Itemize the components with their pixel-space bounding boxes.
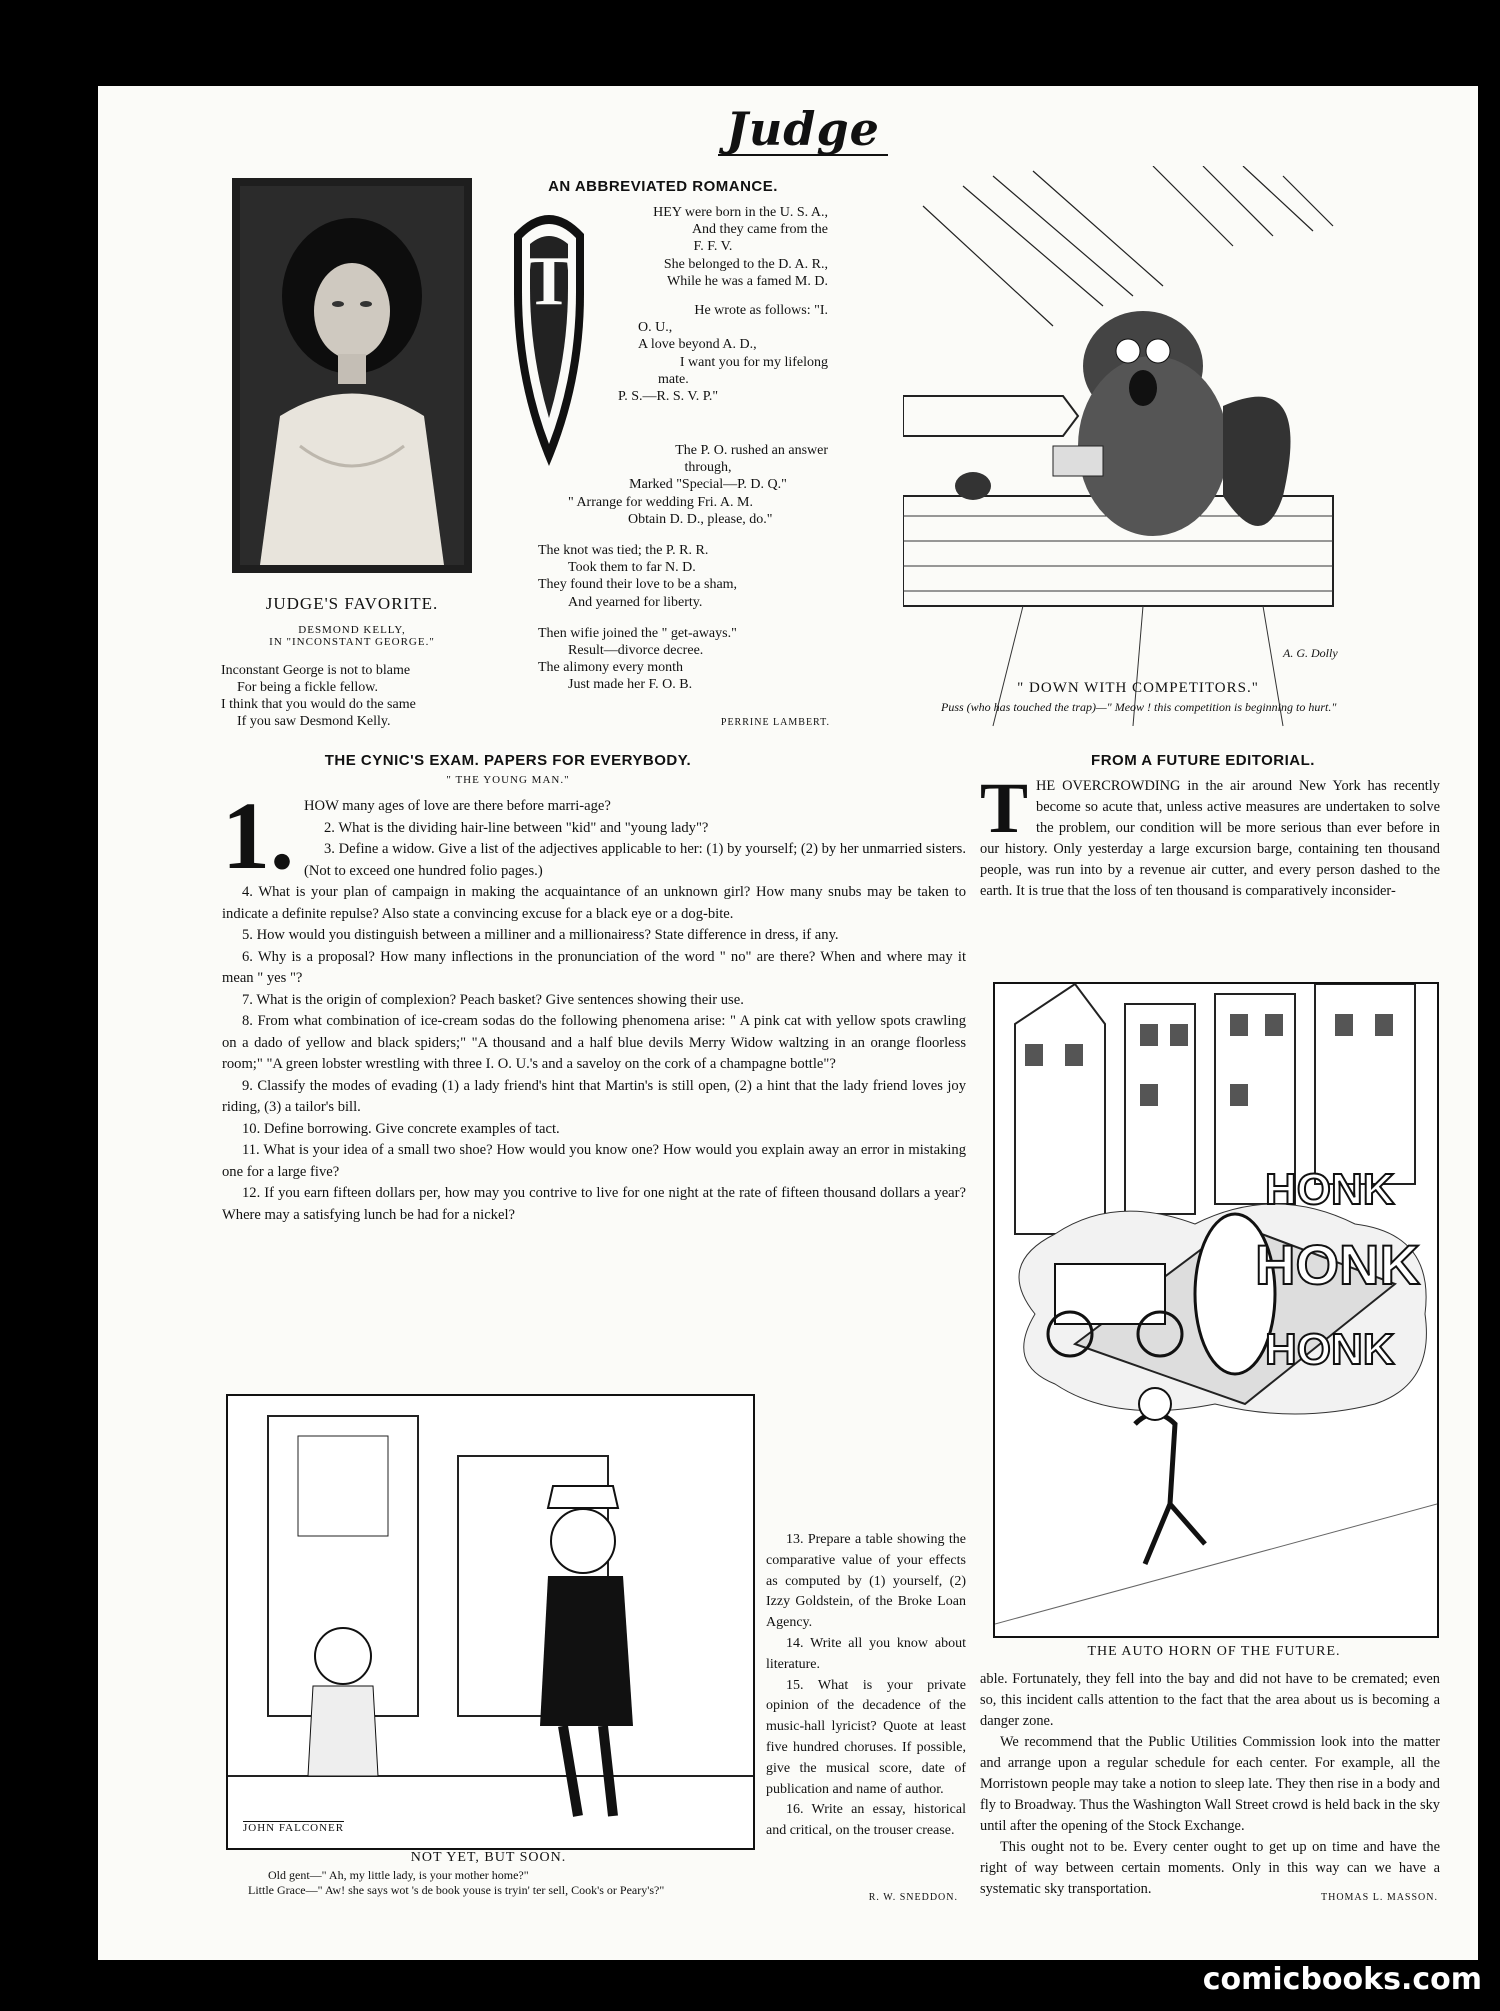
exam-question: 12. If you earn fifteen dollars per, how may you contrive to live for one night at the rate of fifteen thousand dollars a year? Where may a satisfying lunch be had for a nickel? bbox=[222, 1185, 966, 1223]
exam-question: 16. Write an essay, historical and critical, on the trouser crease. bbox=[766, 1802, 966, 1839]
romance-heading: AN ABBREVIATED ROMANCE. bbox=[548, 178, 778, 195]
exam-question: 5. How would you distinguish between a milliner and a millionairess? State difference in dress, if any. bbox=[242, 927, 839, 943]
romance-line: The P. O. rushed an answer bbox=[675, 443, 828, 458]
romance-line: He wrote as follows: "I. bbox=[694, 303, 828, 319]
favorite-verse-line: For being a fickle fellow. bbox=[237, 680, 378, 695]
romance-line: F. F. V. bbox=[693, 239, 733, 255]
romance-line: I want you for my lifelong bbox=[679, 354, 828, 370]
ornamental-initial bbox=[510, 204, 588, 472]
editorial-paragraph: This ought not to be. Every center ought to get up on time and have the right of way between certain moments. Only in this way can we have a systematic sky transportation. bbox=[980, 1839, 1440, 1897]
kid-cartoon-line: Little Grace—" Aw! she says wot 's de book youse is tryin' ter sell, Cook's or Peary's?" bbox=[248, 1883, 665, 1897]
editorial-heading: FROM A FUTURE EDITORIAL. bbox=[1091, 752, 1315, 769]
romance-line: And they came from the bbox=[691, 222, 828, 238]
favorite-verse-line: Inconstant George is not to blame bbox=[221, 663, 411, 678]
romance-line: O. U., bbox=[638, 320, 673, 336]
romance-verse-2 bbox=[538, 442, 828, 694]
exam-question: 4. What is your plan of campaign in making the acquaintance of an unknown girl? How many snubs may be taken to indicate a definite repulse? Also state a convincing excuse for a black eye or a dog-bite. bbox=[222, 884, 966, 922]
masthead-rule bbox=[718, 154, 888, 156]
exam-question: 11. What is your idea of a small two shoe? How would you know one? How would you explain away an error in mistaking one for a large five? bbox=[222, 1142, 966, 1180]
editorial-body-2 bbox=[980, 1669, 1440, 1900]
romance-line: P. S.—R. S. V. P." bbox=[618, 389, 719, 405]
honk-text: HONK bbox=[1265, 1325, 1395, 1374]
exam-question: 3. Define a widow. Give a list of the adjectives applicable to her: (1) by yourself; (2) by her unmarried sisters. (Not to exceed one hundred folio pages.) bbox=[304, 841, 966, 879]
magazine-page bbox=[98, 86, 1478, 1960]
romance-line: A love beyond A. D., bbox=[638, 337, 757, 353]
favorite-name: DESMOND KELLY, bbox=[298, 624, 406, 636]
romance-line: The knot was tied; the P. R. R. bbox=[538, 543, 709, 559]
exam-big-number: 1. bbox=[222, 782, 294, 889]
exam-question: 15. What is your private opinion of the decadence of the music-hall lyricist? Quote at least five hundred choruses. If possible, give the musical score, date of publication and name of author. bbox=[766, 1677, 966, 1797]
romance-verse bbox=[598, 204, 828, 405]
watermark: comicbooks.com bbox=[1202, 1962, 1482, 1997]
romance-line: Marked "Special—P. D. Q." bbox=[629, 477, 787, 493]
romance-line: Result—divorce decree. bbox=[568, 643, 704, 659]
exam-subheading: " THE YOUNG MAN." bbox=[446, 774, 570, 786]
kid-cartoon-signature: JOHN FALCONER bbox=[243, 1822, 345, 1834]
cat-cartoon-dialogue: Puss (who has touched the trap)—" Meow ! this competition is beginning to hurt." bbox=[941, 700, 1337, 714]
romance-line: mate. bbox=[658, 371, 689, 387]
editorial-paragraph: HE OVERCROWDING in the air around New York has recently become so acute that, unless active measures are undertaken to solve the problem, our condition will be more serious than ever before in our history. Only yesterday a large excursion barge, containing ten thousand people, was run into by a revenue air cutter, and every person dashed to the earth. It is true that the loss of ten thousand is comparatively inconsider- bbox=[980, 778, 1440, 899]
exam-question: 13. Prepare a table showing the comparative value of your effects as computed by (1) yourself, (2) Izzy Goldstein, of the Broke Loan Agency. bbox=[766, 1532, 966, 1631]
exam-question: 2. What is the dividing hair-line between "kid" and "young lady"? bbox=[324, 819, 709, 836]
exam-question: 10. Define borrowing. Give concrete examples of tact. bbox=[242, 1120, 560, 1137]
masthead: Judge bbox=[726, 102, 880, 156]
editorial-paragraph: We recommend that the Public Utilities Commission look into the matter and arrange upon a regular schedule for each center. For example, all the Morristown people may take a notion to sleep late. They then rise in a body and fly to Broadway. Thus the Washington Wall Street crowd is held back in the sky until after the opening of the Stock Exchange. bbox=[980, 1734, 1440, 1834]
exam-question: 6. Why is a proposal? How many inflections in the pronunciation of the word " no" are there? When and where may it mean " yes "? bbox=[222, 948, 966, 986]
kid-cartoon bbox=[226, 1394, 755, 1850]
exam-questions bbox=[222, 782, 966, 1226]
exam-question: 8. From what combination of ice-cream sodas do the following phenomena arise: " A pink cat with yellow spots crawling on a dado of yellow and black spiders;" "A thousand and a half blue devils Merry Widow waltzing in an orange floorless room;" "A green lobster wrestling with three I. O. U.'s and a saveloy on the cork of a champagne bottle"? bbox=[222, 1013, 966, 1072]
favorite-verse bbox=[221, 662, 501, 730]
honk-text: HONK bbox=[1265, 1165, 1395, 1214]
ornamental-initial-letter: T bbox=[525, 243, 573, 320]
favorite-verse-line: If you saw Desmond Kelly. bbox=[237, 714, 391, 729]
exam-question: HOW many ages of love are there before marri-age? bbox=[304, 798, 611, 814]
editorial-paragraph: able. Fortunately, they fell into the bay and did not have to be cremated; even so, this incident calls attention to the fact that the area about us is becoming a danger zone. bbox=[980, 1671, 1440, 1729]
cat-cartoon-signature: A. G. Dolly bbox=[1283, 646, 1338, 660]
kid-cartoon-dialogue bbox=[248, 1868, 738, 1898]
romance-author: PERRINE LAMBERT. bbox=[720, 717, 830, 728]
romance-line: And yearned for liberty. bbox=[568, 594, 703, 610]
exam-question: 7. What is the origin of complexion? Peach basket? Give sentences showing their use. bbox=[242, 991, 744, 1008]
exam-author: R. W. SNEDDON. bbox=[868, 1892, 958, 1903]
romance-line: They found their love to be a sham, bbox=[538, 577, 738, 593]
exam-narrow-questions bbox=[766, 1530, 966, 1842]
exam-question: 14. Write all you know about literature. bbox=[766, 1635, 966, 1672]
portrait-illustration bbox=[240, 186, 464, 565]
romance-line: " Arrange for wedding Fri. A. M. bbox=[568, 494, 753, 510]
portrait-photo bbox=[232, 178, 472, 573]
editorial-author: THOMAS L. MASSON. bbox=[1320, 1892, 1438, 1903]
romance-line: Then wifie joined the " get-aways." bbox=[538, 625, 737, 641]
favorite-role: IN "INCONSTANT GEORGE." bbox=[269, 636, 435, 648]
romance-line: through, bbox=[684, 460, 732, 476]
editorial-dropcap: T bbox=[980, 768, 1029, 848]
romance-line: While he was a famed M. D. bbox=[667, 273, 828, 289]
romance-line: The alimony every month bbox=[538, 660, 684, 676]
auto-horn-caption: THE AUTO HORN OF THE FUTURE. bbox=[1087, 1644, 1341, 1659]
cat-cartoon-caption: " DOWN WITH COMPETITORS." bbox=[1017, 680, 1259, 696]
exam-question: 9. Classify the modes of evading (1) a lady friend's hint that Martin's is still open, (2) a hint that the lady friend loves joy riding, (3) a tailor's bill. bbox=[222, 1077, 966, 1115]
editorial-body-1 bbox=[980, 768, 1440, 902]
romance-line: Just made her F. O. B. bbox=[568, 677, 693, 693]
cat-cartoon bbox=[903, 166, 1338, 741]
romance-line: Obtain D. D., please, do." bbox=[628, 511, 773, 527]
kid-cartoon-caption: NOT YET, BUT SOON. bbox=[410, 1850, 567, 1865]
favorite-title: JUDGE'S FAVORITE. bbox=[265, 594, 439, 613]
romance-line: She belonged to the D. A. R., bbox=[663, 256, 828, 272]
romance-line: Took them to far N. D. bbox=[568, 560, 696, 576]
kid-cartoon-line: Old gent—" Ah, my little lady, is your mother home?" bbox=[268, 1868, 529, 1882]
honk-text: HONK bbox=[1255, 1233, 1420, 1296]
romance-line: HEY were born in the U. S. A., bbox=[653, 205, 828, 220]
favorite-verse-line: I think that you would do the same bbox=[221, 697, 416, 712]
exam-heading: THE CYNIC'S EXAM. PAPERS FOR EVERYBODY. bbox=[324, 752, 692, 769]
auto-horn-cartoon bbox=[993, 982, 1439, 1638]
